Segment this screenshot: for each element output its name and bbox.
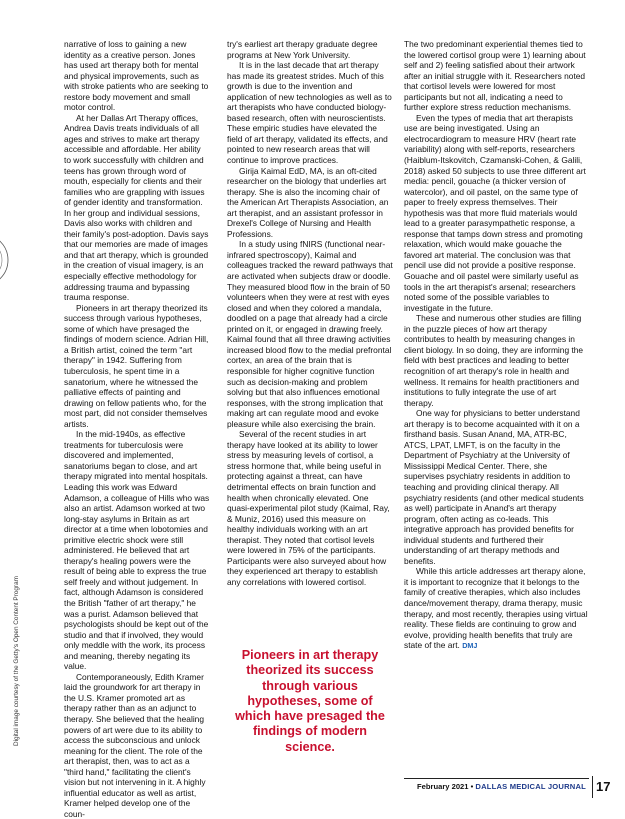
paragraph-text: While this article addresses art therapy alone, it is important to recognize that it belongs to the family of creative therapies, which also includes dance/movement therapy, drama therapy, music therapy, and most recently, therapies using virtual reality. These fields are continuing to grow and evolve, providing health benefits that truly are state of the art. [404,566,588,651]
paragraph: It is in the last decade that art therapy has made its greatest strides. Much of this growth is due to the invention and application of new technologies as well as to art therapists who have conducted biology-based research, often with neuroscientists. These empiric studies have elevated the field of art therapy, validated its effects, and pointed to new research areas that will continue to improve practices. [227,60,392,166]
footer-rule [404,778,589,779]
paragraph: The two predominant experiential themes tied to the lowered cortisol group were 1) learning about self and 2) feeling satisfied about their artwork after an initial struggle with it. Researchers noted that cortisol levels were lowered for most participants but not all, indicating a need to further explore stress reduction mechanisms. [404,39,586,113]
pull-quote: Pioneers in art therapy theorized its success through various hypotheses, some of which have presaged the findings of modern science. [235,648,385,754]
paragraph: At her Dallas Art Therapy offices, Andrea Davis treats individuals of all ages and strives to make art therapy accessible and affordable. Her ability to work successfully with children and teens has grown through word of mouth, especially for clients and their families who are grappling with issues of gender identity and transformation. In her group and individual sessions, Davis also works with children and their family's post-adoption. Davis says that our memories are made of images and that art therapy, which is grounded in the creation of visual imagery, is an especially effective methodology for addressing trauma and bypassing trauma response. [64,112,209,303]
folio-separator: • [470,782,474,791]
paragraph: narrative of loss to gaining a new identity as a creative person. Jones has used art therapy both for mental and physical improvements, such as with stroke patients who are seeking to restore body movement and small motor control. [64,39,209,113]
paragraph: In the mid-1940s, as effective treatments for tuberculosis were discovered and implemented, sanatoriums began to close, and art therapy migrated into mental hospitals. Leading this work was Edward Adamson, a colleague of Hills who was also an artist. Adamson worked at two long-stay asylums in Britain as art director at a time when lobotomies and primitive electric shock were still administered. He believed that art therapy's healing powers were the result of being able to express the true self freely and without judgement. In fact, although Adamson is considered the British "father of art therapy," he was a purist. Adamson believed that psychologists should be kept out of the studio and that if involved, they would only meddle with the work, its process and meaning, thereby negating its value. [64,429,210,672]
paragraph: These and numerous other studies are filling in the puzzle pieces of how art therapy contributes to health by measuring changes in client biology. In so doing, they are informing the field with best practices and leading to better recognition of art therapy's role in health and wellness. It remains for health practitioners and institutions to fully integrate the use of art therapy. [404,313,584,408]
seal-graphic-fragment [0,232,12,288]
end-mark: DMJ [462,641,478,651]
paragraph: Several of the recent studies in art therapy have looked at its ability to lower stress by measuring levels of cortisol, a stress hormone that, while being useful in protecting against a threat, can have detrimental effects on brain function and health when chronically elevated. One quasi-experimental pilot study (Kaimal, Ray, & Muniz, 2016) used this measure on healthy individuals working with an art therapist. They noted that cortisol levels were lowered in 75% of the participants. Participants were also surveyed about how they experienced art therapy to establish any correlations with lowered cortisol. [227,429,390,587]
paragraph: Pioneers in art therapy theorized its success through various hypotheses, some of which have presaged the findings of modern science. Adrian Hill, a British artist, coined the term "art therapy" in 1942. Suffering from tuberculosis, he spent time in a sanatorium, where he witnessed the palliative effects of painting and drawing on fellow patients who, for the most part, did not consider themselves artists. [64,302,209,429]
article-column-3 [404,39,588,652]
issue-date: February 2021 [417,782,469,791]
paragraph: Even the types of media that art therapists use are being investigated. Using an electrocardiogram to measure HRV (heart rate variability) along with self-reports, researchers (Haiblum-Itskovitch, Czamanski-Cohen, & Galili, 2018) asked 50 subjects to use three different art media: pencil, gouache (a thicker version of watercolor), and oil pastel, on the same type of paper to freely express themselves. Their hypothesis was that more fluid materials would lead to a greater parasympathetic response, a response that tamps down stress and promoting relaxation, which would make gouache the favored art material. The conclusion was that pencil use did not provide a positive response. Gouache and oil pastel were similarly useful as tools in the art therapist's arsenal; researchers noted some of the possible variables to investigate in the future. [404,112,586,313]
paragraph: In a study using fNIRS (functional near-infrared spectroscopy), Kaimal and colleagues tracked the reward pathways that are activated when subjects draw or doodle. They measured blood flow in the brain of 50 volunteers when they were at rest with eyes closed and when they colored a mandala, doodled on a page that already had a circle printed on it, or engaged in drawing freely. Kaimal found that all three drawing activities increased blood flow to the medial prefrontal cortex, an area of the brain that is responsible for higher cognitive function such as decision-making and problem solving but that also influences emotional responses, with the strong implication that making art can regulate mood and evoke pleasure while also exercising the brain. [227,239,393,429]
page-number: 17 [596,779,611,794]
image-credit-text: Digital image courtesy of the Getty's Open Content Program [13,576,20,746]
article-column-1 [64,39,210,819]
final-paragraph [404,566,588,651]
footer-folio [417,782,586,791]
paragraph: One way for physicians to better understand art therapy is to become acquainted with it on a firsthand basis. Susan Anand, MA, ATR-BC, ATCS, LPAT, LMFT, is on the faculty in the Department of Psychiatry at the University of Mississippi Medical Center. There, she supervises psychiatry residents in addition to teaching and providing clinical therapy. All psychiatry residents (and other medical students as well) participate in Anand's art therapy program, often acting as co-leads. This integrative approach has provided benefits for individual students and furthered their understanding of art therapy methods and benefits. [404,408,584,566]
paragraph: Contemporaneously, Edith Kramer laid the groundwork for art therapy in the U.S. Kramer promoted art as therapy rather than as an adjunct to therapy. She believed that the healing powers of art were due to its ability to access the subconscious and unlock meaning for the client. The role of the art therapist, then, was to act as a "third hand," facilitating the client's vision but not intervening in it. A highly influential educator as well as artist, Kramer helped develop one of the coun- [64,671,206,819]
paragraph: try's earliest art therapy graduate degree programs at New York University. [227,39,378,60]
page-footer [404,778,609,798]
footer-divider [592,776,593,798]
journal-name: DALLAS MEDICAL JOURNAL [475,782,586,791]
image-credit [13,578,27,753]
paragraph: Girija Kaimal EdD, MA, is an oft-cited researcher on the biology that underlies art therapy. She is also the incoming chair of the American Art Therapists Association, an art therapist, and an assistant professor in Drexel's College of Nursing and Health Professions. [227,165,389,239]
article-column-2 [227,39,393,587]
